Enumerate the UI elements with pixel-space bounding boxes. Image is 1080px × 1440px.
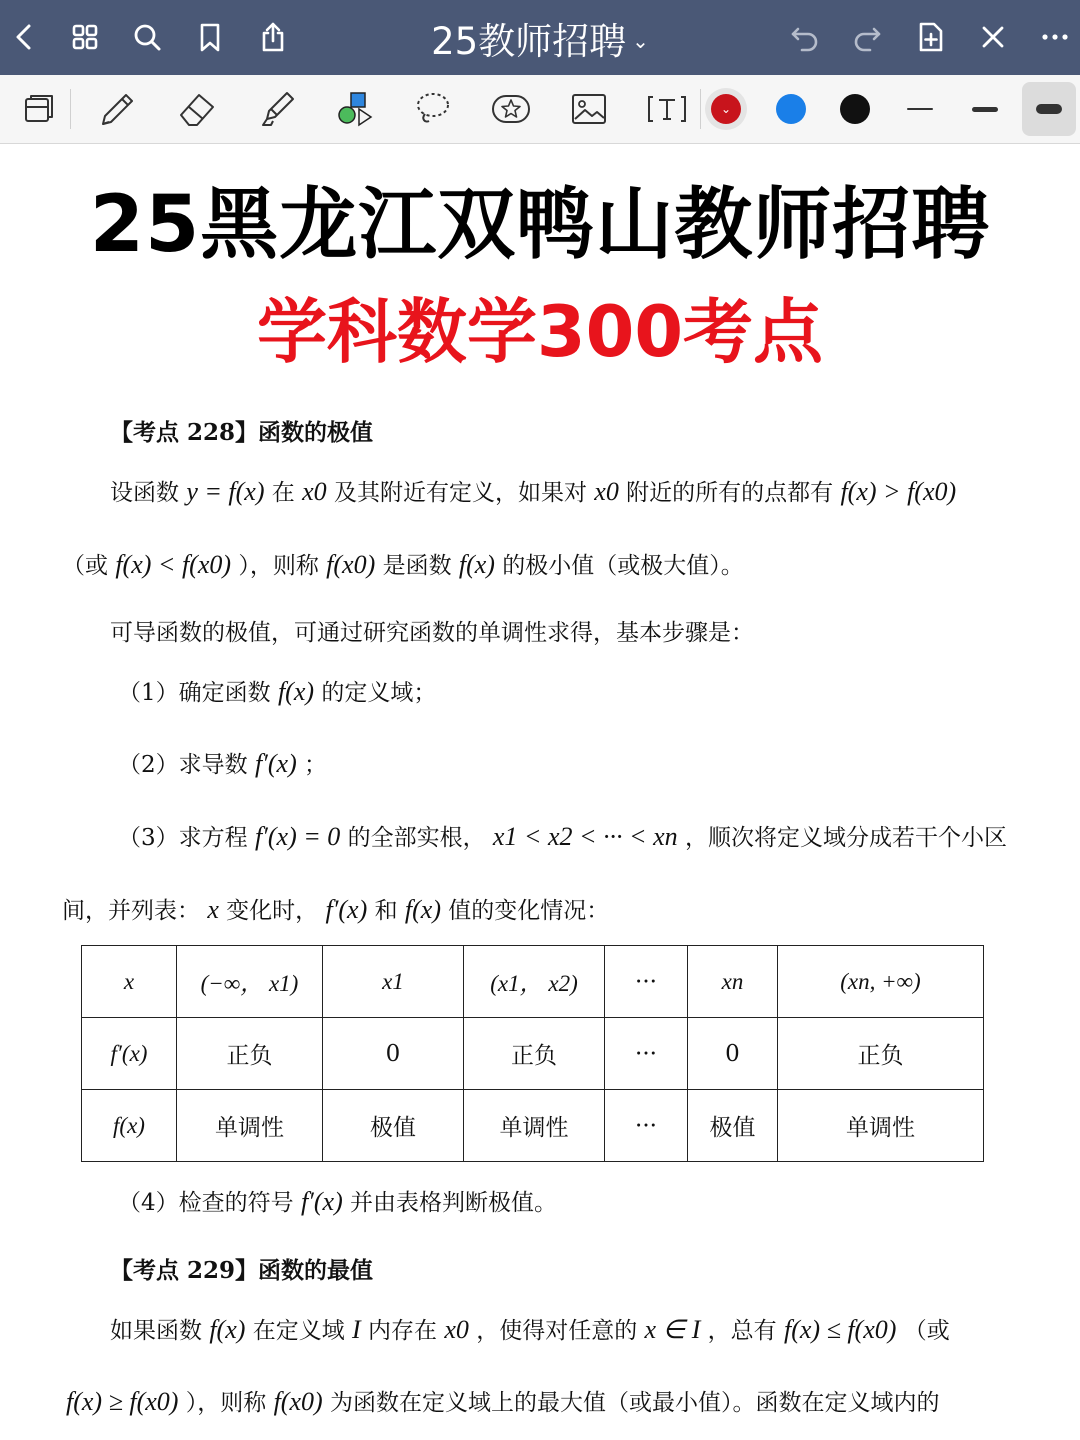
stroke-thick-button[interactable] [1022,82,1076,136]
share-icon[interactable] [248,12,298,62]
document-title: 25教师招聘 [431,19,627,63]
shapes-icon[interactable] [328,82,382,136]
table-cell: 正负 [464,1018,605,1090]
table-cell: 极值 [323,1090,464,1162]
extremum-table [81,945,984,1162]
table-cell: ··· [605,1018,688,1090]
selected-color-dot: ⌄ [711,94,741,124]
medium-line-icon [972,107,998,112]
table-cell: f′(x) [82,1018,177,1090]
chevron-down-icon: ⌄ [632,28,649,53]
section-228-para2: 可导函数的极值，可通过研究函数的单调性求得，基本步骤是： [110,620,754,646]
close-icon[interactable] [968,12,1018,62]
table-cell: (−∞， x1) [177,946,323,1018]
stroke-medium-button[interactable] [958,82,1012,136]
color-black-swatch[interactable] [828,82,882,136]
section-229-line1: 如果函数 f(x) 在定义域 I 内存在 x0 ，使得对任意的 x ∈ I ，总有 f(x) ≤ f(x0) （或 [110,1315,950,1344]
table-cell: 正负 [778,1018,984,1090]
table-cell: x [82,946,177,1018]
table-cell: 正负 [177,1018,323,1090]
redo-icon[interactable] [842,12,892,62]
toolbar-divider [70,89,71,129]
pen-icon[interactable] [90,82,144,136]
table-row [82,946,984,1018]
thick-line-icon [1036,104,1062,114]
highlighter-icon[interactable] [250,82,304,136]
table-cell: 极值 [688,1090,778,1162]
table-cell: 单调性 [177,1090,323,1162]
back-icon[interactable] [0,12,50,62]
grid-icon[interactable] [60,12,110,62]
table-cell: ··· [605,946,688,1018]
table-cell: 0 [688,1018,778,1090]
table-cell: (x1， x2) [464,946,605,1018]
step-1: （1）确定函数 f(x) 的定义域； [118,677,437,706]
document-subheading: 学科数学300考点 [256,291,824,373]
step-3-line1: （3）求方程 f′(x) = 0 的全部实根， x1 < x2 < ··· < xn ，顺次将定义域分成若干个小区 [118,822,1007,851]
color-red-swatch[interactable] [699,82,753,136]
top-bar [0,0,1080,75]
table-cell: f(x) [82,1090,177,1162]
section-229-line2: f(x) ≥ f(x0) ），则称 f(x0) 为函数在定义域上的最大值（或最小值）。函数在定义域内的 [66,1387,940,1416]
section-228-para1-line1: 设函数 y = f(x) 在 x0 及其附近有定义，如果对 x0 附近的所有的点都有 f(x) > f(x0) [110,477,957,506]
add-page-icon[interactable] [906,12,956,62]
text-icon[interactable] [640,82,694,136]
table-cell: x1 [323,946,464,1018]
section-228-para1-line2: （或 f(x) < f(x0) ），则称 f(x0) 是函数 f(x) 的极小值（或极大值）。 [62,550,744,579]
table-row [82,1090,984,1162]
table-row [82,1018,984,1090]
bookmark-icon[interactable] [185,12,235,62]
step-2: （2）求导数 f′(x) ； [118,749,328,778]
search-icon[interactable] [122,12,172,62]
black-color-dot [840,94,870,124]
table-cell: (xn, +∞) [778,946,984,1018]
step-3-line2: 间，并列表： x 变化时， f′(x) 和 f(x) 值的变化情况： [62,895,610,924]
document-title-dropdown[interactable] [340,0,740,75]
image-icon[interactable] [562,82,616,136]
annotation-toolbar [0,75,1080,144]
blue-color-dot [776,94,806,124]
eraser-icon[interactable] [170,82,224,136]
more-icon[interactable] [1030,12,1080,62]
stroke-thin-button[interactable] [893,82,947,136]
document-page [0,144,1080,1440]
thin-line-icon [907,108,933,110]
table-cell: 单调性 [778,1090,984,1162]
table-cell: 0 [323,1018,464,1090]
undo-icon[interactable] [780,12,830,62]
table-cell: ··· [605,1090,688,1162]
color-blue-swatch[interactable] [764,82,818,136]
document-heading: 25黑龙江双鸭山教师招聘 [89,180,991,270]
step-4: （4）检查的符号 f′(x) 并由表格判断极值。 [118,1187,558,1216]
section-229-heading: 【考点 229】函数的最值 [110,1257,374,1284]
lasso-icon[interactable] [406,82,460,136]
table-cell: xn [688,946,778,1018]
section-228-heading: 【考点 228】函数的极值 [110,419,374,446]
pages-icon[interactable] [12,82,66,136]
sticker-icon[interactable] [484,82,538,136]
table-cell: 单调性 [464,1090,605,1162]
